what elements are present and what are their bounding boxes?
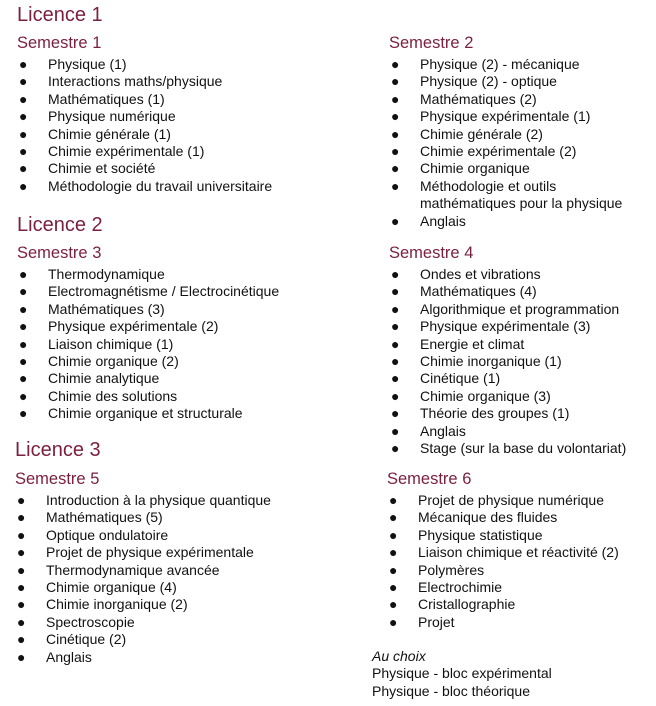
semester-title: Semestre 3 [17, 244, 102, 262]
course-label: Physique expérimentale (3) [420, 318, 591, 335]
course-label: Ondes et vibrations [420, 266, 541, 282]
licence-2-title: Licence 2 [17, 214, 103, 236]
bullet-icon: ● [391, 143, 400, 160]
course-item [17, 370, 347, 387]
semester-title: Semestre 5 [15, 470, 100, 488]
course-label: Anglais [46, 648, 92, 665]
course-item [15, 579, 345, 596]
bullet-icon: ● [389, 613, 398, 630]
semester-block [17, 33, 347, 195]
course-item [389, 405, 649, 422]
course-label: Liaison chimique et réactivité (2) [418, 544, 619, 561]
course-item [17, 283, 347, 300]
bullet-icon: ● [17, 526, 26, 543]
bullet-icon: ● [391, 353, 400, 370]
course-label: Polymères [418, 561, 485, 578]
course-label: Projet de physique numérique [418, 492, 605, 508]
course-label: Physique expérimentale (2) [48, 318, 219, 335]
bullet-icon: ● [19, 56, 28, 72]
bullet-icon: ● [19, 335, 28, 352]
semester-title: Semestre 2 [389, 34, 474, 52]
course-label: Stage (sur la base du volontariat) [420, 440, 627, 457]
course-list [389, 266, 649, 457]
course-item [387, 562, 647, 579]
course-label: Liaison chimique (1) [48, 335, 174, 352]
course-item [387, 614, 647, 631]
bullet-icon: ● [391, 370, 400, 387]
course-item [389, 301, 649, 318]
course-label: Physique statistique [418, 526, 543, 543]
bullet-icon: ● [391, 318, 400, 335]
course-label: Mécanique des fluides [418, 509, 558, 526]
course-item [17, 56, 347, 73]
course-label: Thermodynamique avancée [46, 561, 220, 578]
bullet-icon: ● [391, 405, 400, 422]
licence-1-title: Licence 1 [17, 4, 103, 26]
bullet-icon: ● [391, 440, 400, 457]
bullet-icon: ● [19, 318, 28, 335]
course-list [389, 56, 639, 230]
course-item [389, 213, 639, 230]
course-item [389, 178, 639, 213]
bullet-icon: ● [17, 613, 26, 630]
course-item [15, 649, 345, 666]
bullet-icon: ● [19, 177, 28, 194]
course-label: Chimie inorganique (2) [46, 596, 188, 613]
course-item [15, 544, 345, 561]
bullet-icon: ● [391, 335, 400, 352]
bullet-icon: ● [19, 73, 28, 90]
course-item [17, 143, 347, 160]
course-label: Cinétique (2) [46, 631, 127, 648]
course-label: Mathématiques (2) [420, 90, 537, 107]
course-item [389, 388, 649, 405]
bullet-icon: ● [389, 526, 398, 543]
au-choix-section [372, 648, 552, 700]
course-item [17, 388, 347, 405]
course-item [389, 336, 649, 353]
course-label: Mathématiques (4) [420, 283, 537, 300]
au-choix-option: Physique - bloc expérimental [372, 665, 552, 682]
course-item [389, 126, 639, 143]
course-item [389, 160, 639, 177]
course-label: Chimie et société [48, 160, 156, 177]
bullet-icon: ● [19, 283, 28, 300]
course-label: Algorithmique et programmation [420, 300, 620, 317]
licence-3-title: Licence 3 [15, 439, 101, 461]
course-label: Mathématiques (3) [48, 300, 165, 317]
course-item [17, 405, 347, 422]
bullet-icon: ● [17, 561, 26, 578]
course-item [15, 631, 345, 648]
course-label: Théorie des groupes (1) [420, 405, 570, 422]
course-label: Chimie inorganique (1) [420, 353, 562, 370]
bullet-icon: ● [17, 579, 26, 596]
course-label: Thermodynamique [48, 266, 165, 282]
course-item [17, 318, 347, 335]
course-item [387, 509, 647, 526]
bullet-icon: ● [17, 648, 26, 665]
course-item [15, 614, 345, 631]
bullet-icon: ● [391, 108, 400, 125]
course-item [17, 126, 347, 143]
bullet-icon: ● [19, 143, 28, 160]
au-choix-option: Physique - bloc théorique [372, 682, 530, 699]
course-label: Introduction à la physique quantique [46, 492, 271, 508]
bullet-icon: ● [19, 370, 28, 387]
bullet-icon: ● [391, 387, 400, 404]
bullet-icon: ● [391, 177, 400, 194]
bullet-icon: ● [391, 300, 400, 317]
course-item [17, 91, 347, 108]
course-item [17, 301, 347, 318]
semester-block [15, 469, 345, 666]
course-item [15, 562, 345, 579]
course-label: Mathématiques (5) [46, 509, 163, 526]
course-item [389, 283, 649, 300]
course-list [17, 56, 347, 195]
course-label: Méthodologie du travail universitaire [48, 177, 273, 194]
course-item [17, 266, 347, 283]
course-item [17, 73, 347, 90]
course-item [389, 91, 639, 108]
course-label: Spectroscopie [46, 613, 135, 630]
course-list [15, 492, 345, 666]
bullet-icon: ● [391, 266, 400, 282]
course-label: Physique (2) - mécanique [420, 56, 580, 72]
semester-title: Semestre 1 [17, 34, 102, 52]
semester-block [17, 243, 347, 423]
course-item [387, 579, 647, 596]
au-choix-title: Au choix [372, 648, 426, 664]
course-label: Méthodologie et outils mathématiques pour la physique [420, 177, 623, 212]
course-label: Chimie organique (4) [46, 579, 177, 596]
bullet-icon: ● [389, 544, 398, 561]
course-item [389, 143, 639, 160]
course-item [389, 318, 649, 335]
course-item [17, 336, 347, 353]
bullet-icon: ● [17, 492, 26, 508]
course-item [15, 509, 345, 526]
course-item [389, 73, 639, 90]
bullet-icon: ● [391, 160, 400, 177]
course-item [15, 492, 345, 509]
course-item [389, 108, 639, 125]
semester-title: Semestre 4 [389, 244, 474, 262]
course-label: Anglais [420, 212, 466, 229]
course-label: Chimie des solutions [48, 387, 178, 404]
course-item [389, 353, 649, 370]
bullet-icon: ● [19, 125, 28, 142]
course-label: Chimie analytique [48, 370, 160, 387]
semester-block [389, 33, 639, 230]
course-item [387, 527, 647, 544]
course-label: Chimie générale (2) [420, 125, 543, 142]
semester-title: Semestre 6 [387, 470, 472, 488]
bullet-icon: ● [391, 212, 400, 229]
course-label: Chimie organique [420, 160, 530, 177]
course-item [389, 440, 649, 457]
bullet-icon: ● [19, 160, 28, 177]
course-item [15, 596, 345, 613]
course-item [389, 370, 649, 387]
course-label: Chimie organique (3) [420, 387, 551, 404]
course-item [387, 596, 647, 613]
course-label: Physique (2) - optique [420, 73, 557, 90]
bullet-icon: ● [17, 509, 26, 526]
bullet-icon: ● [19, 266, 28, 282]
course-label: Mathématiques (1) [48, 90, 165, 107]
course-item [17, 108, 347, 125]
course-item [387, 492, 647, 509]
course-label: Interactions maths/physique [48, 73, 223, 90]
course-item [17, 353, 347, 370]
bullet-icon: ● [17, 544, 26, 561]
course-item [389, 423, 649, 440]
course-item [17, 178, 347, 195]
bullet-icon: ● [389, 596, 398, 613]
bullet-icon: ● [391, 56, 400, 72]
course-label: Physique (1) [48, 56, 127, 72]
course-list [17, 266, 347, 423]
course-label: Cristallographie [418, 596, 516, 613]
course-label: Chimie expérimentale (2) [420, 143, 577, 160]
course-label: Electromagnétisme / Electrocinétique [48, 283, 280, 300]
bullet-icon: ● [17, 596, 26, 613]
course-item [389, 266, 649, 283]
course-label: Chimie organique et structurale [48, 405, 243, 422]
course-label: Electrochimie [418, 579, 503, 596]
bullet-icon: ● [19, 387, 28, 404]
bullet-icon: ● [19, 353, 28, 370]
course-item [15, 527, 345, 544]
bullet-icon: ● [391, 422, 400, 439]
course-label: Cinétique (1) [420, 370, 501, 387]
bullet-icon: ● [391, 283, 400, 300]
bullet-icon: ● [391, 73, 400, 90]
bullet-icon: ● [391, 90, 400, 107]
course-label: Chimie générale (1) [48, 125, 171, 142]
course-label: Physique numérique [48, 108, 176, 125]
semester-block [389, 243, 649, 457]
course-label: Chimie expérimentale (1) [48, 143, 205, 160]
bullet-icon: ● [17, 631, 26, 648]
bullet-icon: ● [19, 90, 28, 107]
course-label: Physique expérimentale (1) [420, 108, 591, 125]
bullet-icon: ● [19, 405, 28, 422]
course-label: Energie et climat [420, 335, 525, 352]
course-label: Anglais [420, 422, 466, 439]
bullet-icon: ● [391, 125, 400, 142]
bullet-icon: ● [389, 579, 398, 596]
course-label: Projet de physique expérimentale [46, 544, 254, 561]
course-item [17, 160, 347, 177]
course-label: Chimie organique (2) [48, 353, 179, 370]
course-label: Projet [418, 613, 455, 630]
bullet-icon: ● [19, 300, 28, 317]
course-item [387, 544, 647, 561]
semester-block [387, 469, 647, 631]
bullet-icon: ● [19, 108, 28, 125]
course-item [389, 56, 639, 73]
bullet-icon: ● [389, 492, 398, 508]
course-list [387, 492, 647, 631]
bullet-icon: ● [389, 509, 398, 526]
course-label: Optique ondulatoire [46, 526, 169, 543]
bullet-icon: ● [389, 561, 398, 578]
